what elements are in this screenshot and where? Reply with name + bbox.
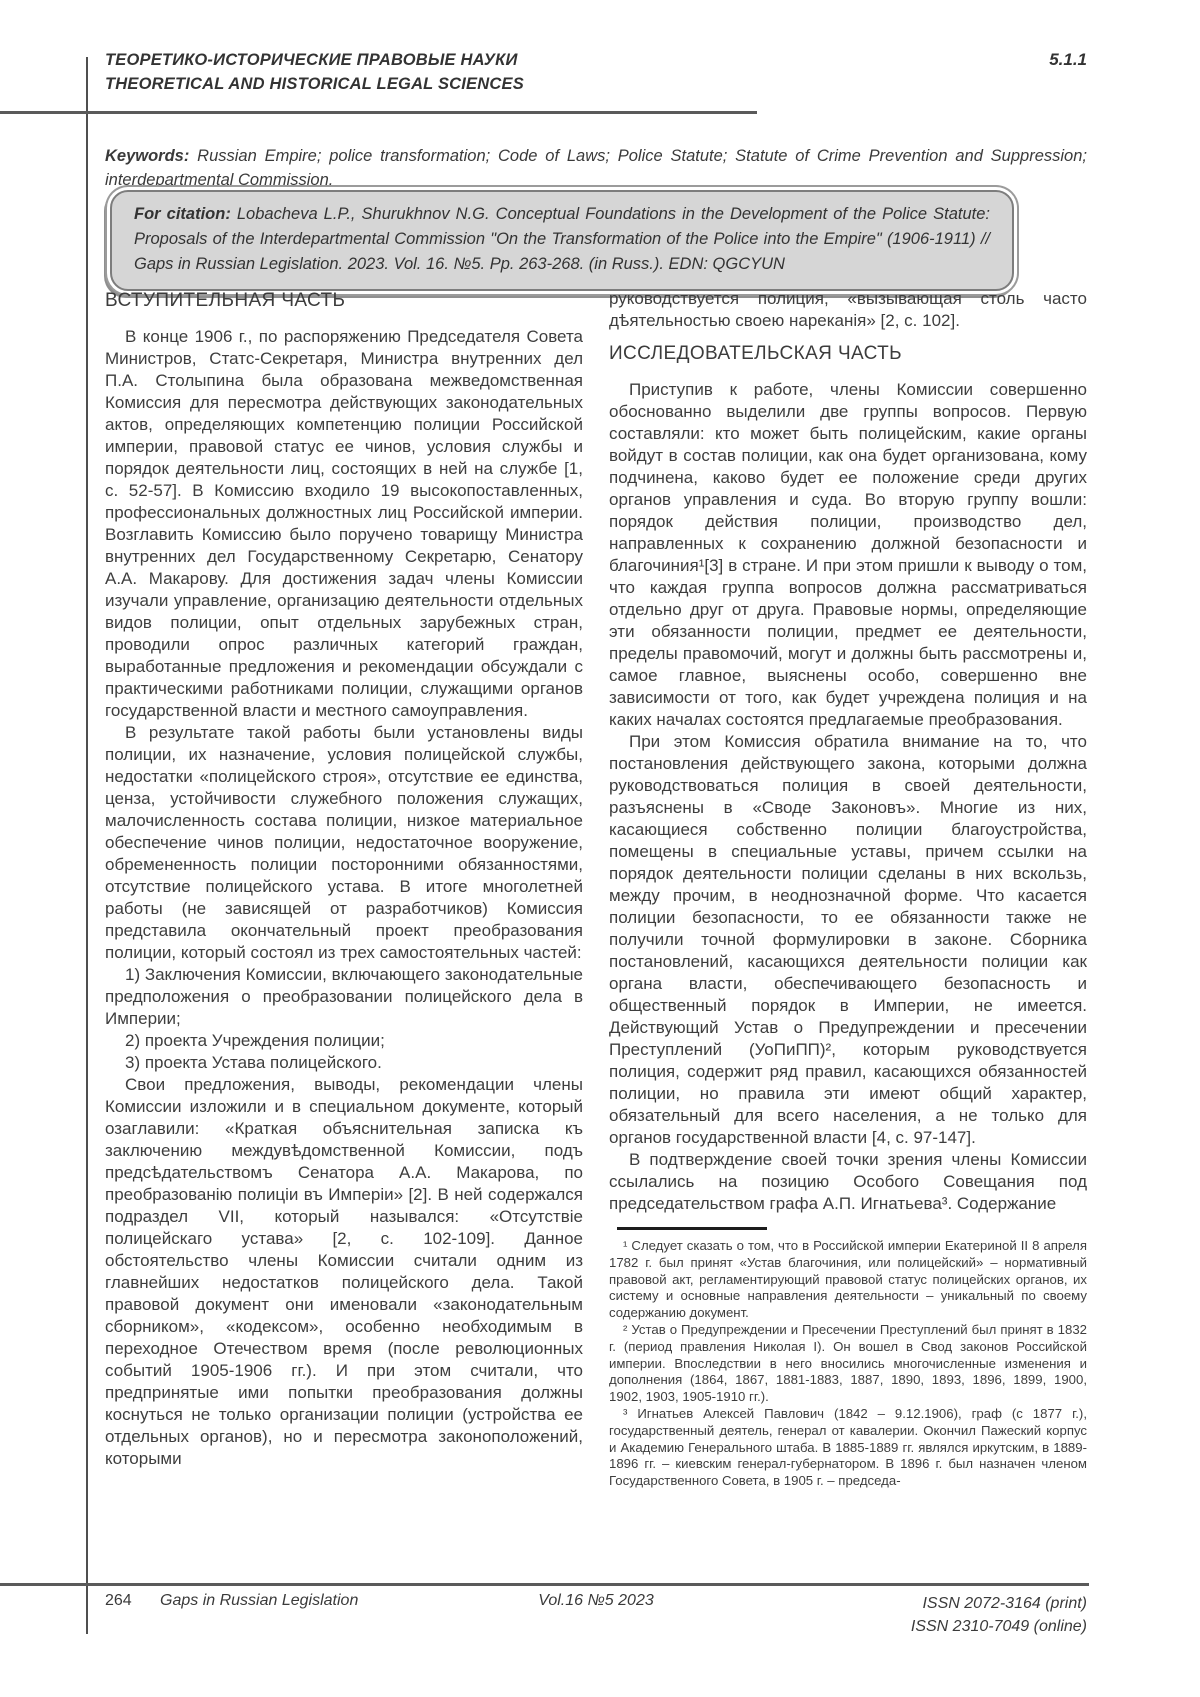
section-code: 5.1.1 <box>1049 50 1087 69</box>
issn-online: ISSN 2310-7049 (online) <box>910 1618 1087 1635</box>
right-column <box>609 288 1087 1490</box>
paragraph: При этом Комиссия обратила внимание на то, что постановления действующего закона, которыми должна руководствоваться полиция в своей деятельности, разъяснены в «Своде Законовъ». Многие из них, касающиеся собственно полиции благоустройства, помещены в специальные уставы, причем ссылки на порядок деятельности полиции сделаны в них вскользь, между прочим, в неоднозначной форме. Что касается полиции безопасности, то ее обязанности также не получили точной формулировки в законе. Сборника постановлений, касающихся деятельности полиции как органа власти, обеспечивающего безопасность и общественный порядок в Империи, не имеется. Действующий Устав о Предупреждении и пресечении Преступлений (УоПиПП)², которым руководствуется полиция, содержит ряд правил, касающихся обязанностей полиции, но правила эти имеют общий характер, обязательный для всего населения, а не только для органов государственной власти [4, с. 97-147]. <box>609 732 1087 1147</box>
footnote: ² Устав о Предупреждении и Пресечении Преступлений был принят в 1832 г. (период правления Николая I). Он вошел в Свод законов Российской империи. Впоследствии в него вносились многочисленные изменения и дополнения (1864, 1867, 1881-1883, 1887, 1890, 1893, 1896, 1899, 1900, 1902, 1903, 1905-1910 гг.). <box>609 1321 1087 1405</box>
footnote-separator <box>617 1227 767 1230</box>
issn-print: ISSN 2072-3164 (print) <box>922 1595 1087 1612</box>
citation-box <box>110 190 1014 291</box>
keywords-line <box>105 144 1087 192</box>
page-number: 264 <box>105 1592 132 1609</box>
list-item-paragraph: 3) проекта Устава полицейского. <box>125 1053 382 1072</box>
left-margin-rule <box>86 57 88 1634</box>
citation-text: Lobacheva L.P., Shurukhnov N.G. Conceptual Foundations in the Development of the Police Statute: Proposals of the Interdepartmental Commission "On the Transformation of the Police into the Empire" (1906-1911) // Gaps in Russian Legislation. 2023. Vol. 16. №5. Pp. 263-268. (in Russ.). EDN: QGCYUN <box>134 205 990 273</box>
list-item-paragraph: 2) проекта Учреждения полиции; <box>125 1031 385 1050</box>
header-title-en: THEORETICAL AND HISTORICAL LEGAL SCIENCES <box>105 75 524 93</box>
paragraph: Приступив к работе, члены Комиссии совершенно обоснованно выделили две группы вопросов. Первую составляли: кто может быть полицейским, какие органы войдут в состав полиции, как она будет организована, кому подчинена, каково будет ее положение среди других органов управления и суда. Во вторую группу вошли: порядок действия полиции, производство дел, направленных к сохранению должной безопасности и благочиния¹[3] в стране. И при этом пришли к выводу о том, что каждая группа вопросов должна рассматриваться отдельно друг от друга. Правовые нормы, определяющие эти обязанности полиции, предмет ее деятельности, пределы правомочий, могут и должны быть рассмотрены и, самое главное, выяснены особо, совершенно вне зависимости от того, как будет учреждена полиция и на каких началах состоятся предлагаемые преобразования. <box>609 380 1087 729</box>
keywords-text: Russian Empire; police transformation; Code of Laws; Police Statute; Statute of Crime Prevention and Suppression; interdepartmental Commission. <box>105 146 1087 189</box>
citation-label: For citation: <box>134 205 231 223</box>
paragraph: В конце 1906 г., по распоряжению Председателя Совета Министров, Статс-Секретаря, Министра внутренних дел П.А. Столыпина была образована межведомственная Комиссия для пересмотра действующих законодательных актов, определяющих компетенцию полиции Российской империи, правовой статус ее чинов, условия службы и порядок деятельности лиц, состоящих в ней на службе [1, с. 52-57]. В Комиссию входило 19 высокопоставленных, профессиональных должностных лиц Российской империи. Возглавить Комиссию было поручено товарищу Министра внутренних дел Государственному Секретарю, Сенатору А.А. Макарову. Для достижения задач члены Комиссии изучали управление, организацию деятельности отдельных видов полиции, опыт отдельных зарубежных стран, проводили опрос различных категорий граждан, выработанные предложения и рекомендации обсуждали с практическими работниками полиции, служащими органов государственной власти и местного самоуправления. <box>105 327 583 720</box>
list-item-paragraph: 1) Заключения Комиссии, включающего законодательные предположения о преобразовании полицейского дела в Империи; <box>105 965 583 1028</box>
section-heading-research: ИССЛЕДОВАТЕЛЬСКАЯ ЧАСТЬ <box>609 343 903 364</box>
keywords-label: Keywords: <box>105 146 190 165</box>
paragraph: В результате такой работы были установлены виды полиции, их назначение, условия полицейской службы, недостатки «полицейского строя», отсутствие ее единства, ценза, устойчивости служебного положения служащих, малочисленность состава полиции, низкое материальное обеспечение чинов полиции, недостаточное вооружение, обремененность полиции посторонними обязанностями, отсутствие полицейского устава. В итоге многолетней работы (не зависящей от разработчиков) Комиссия представила окончательный проект преобразования полиции, который состоял из трех самостоятельных частей: <box>105 723 583 962</box>
continuation-paragraph: руководствуется полиция, «вызывающая столь часто дѣятельностью своею нареканія» [2, с. 102]. <box>609 289 1087 330</box>
header-rule <box>0 111 757 114</box>
header-title-ru: ТЕОРЕТИКО-ИСТОРИЧЕСКИЕ ПРАВОВЫЕ НАУКИ <box>105 51 518 69</box>
footnote: ¹ Следует сказать о том, что в Российской империи Екатериной II 8 апреля 1782 г. был принят «Устав благочиния, или полицейский» – нормативный правовой акт, регламентирующий правовой статус полицейских органов, их систему и основные направления деятельности – уникальный по своему содержанию документ. <box>609 1238 1087 1321</box>
page-header <box>105 48 1087 96</box>
footnote: ³ Игнатьев Алексей Павлович (1842 – 9.12.1906), граф (с 1877 г.), государственный деятель, генерал от кавалерии. Окончил Пажеский корпус и Академию Генерального штаба. В 1885-1889 гг. являлся иркутским, в 1889-1896 гг. – киевским генерал-губернатором. В 1896 г. был назначен членом Государственного Совета, в 1905 г. – председа- <box>609 1405 1087 1489</box>
issn-block <box>911 1592 1087 1638</box>
paragraph: В подтверждение своей точки зрения члены Комиссии ссылались на позицию Особого Совещания под председательством графа А.П. Игнатьева³. Содержание <box>609 1150 1087 1213</box>
left-column <box>105 288 583 1490</box>
footer-rule <box>0 1583 1089 1586</box>
paragraph: Свои предложения, выводы, рекомендации члены Комиссии изложили и в специальном документе, который озаглавили: «Краткая объяснительная записка къ заключению междувѣдомственной Комиссии, подъ предсѣдательствомъ Сенатора А.А. Макарова, по преобразованію полиціи въ Имперіи» [2]. В ней содержался подраздел VII, который назывался: «Отсутствіе полицейскаго устава» [2, с. 102-109]. Данное обстоятельство члены Комиссии считали одним из главнейших недостатков полицейского дела. Такой правовой документ они именовали «законодательным сборником», «кодексом», особенно необходимым в переходное Отечеством время (после революционных событий 1905-1906 гг.). И при этом считали, что предпринятые ими попытки преобразования должны коснуться не только организации полиции (устройства ее отдельных органов), но и пересмотра законоположений, которыми <box>105 1075 583 1468</box>
section-heading-introduction: ВСТУПИТЕЛЬНАЯ ЧАСТЬ <box>105 290 346 311</box>
two-column-body <box>105 288 1087 1490</box>
volume-issue: Vol.16 №5 2023 <box>538 1592 654 1609</box>
journal-title: Gaps in Russian Legislation <box>160 1592 359 1609</box>
